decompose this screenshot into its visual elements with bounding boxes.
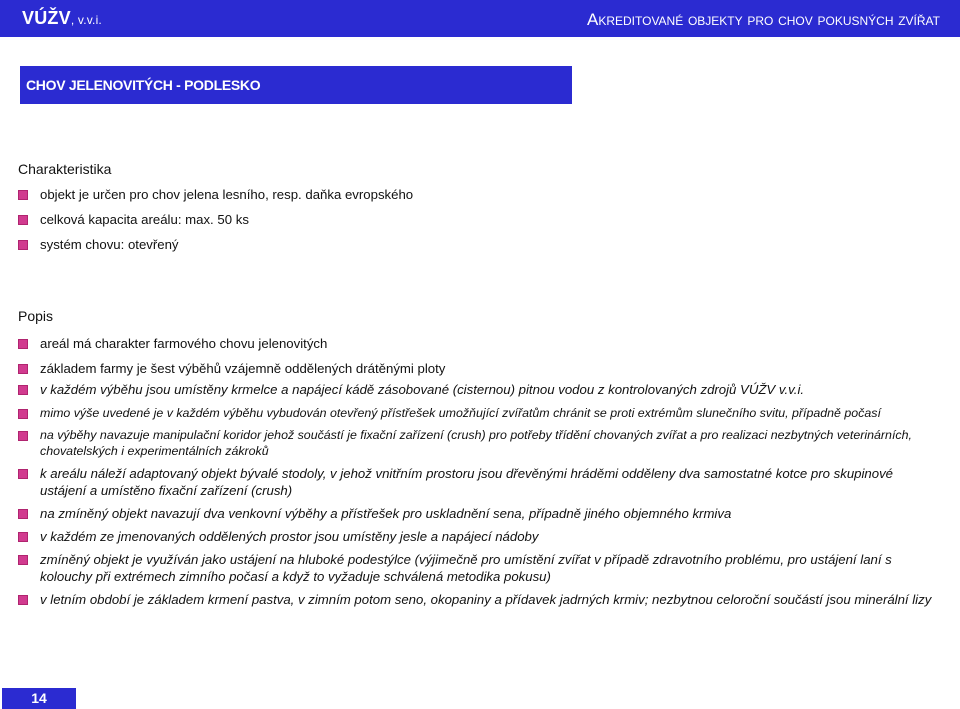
page-number: 14 [2, 688, 76, 709]
section-title: CHOV JELENOVITÝCH - PODLESKO [26, 77, 261, 93]
list-item: systém chovu: otevřený [18, 236, 933, 253]
characteristics-list [18, 186, 933, 261]
list-item: v každém ze jmenovaných oddělených prostor jsou umístěny jesle a napájecí nádoby [18, 528, 933, 545]
list-item: zmíněný objekt je využíván jako ustájení na hluboké podestýlce (výjimečně pro umístění zvířat v případě zdravotního problému, pro ustájení laní s kolouchy při extrémech zimního počasí a když to vyžaduje schválená metodika pokusu) [18, 551, 933, 585]
list-item: objekt je určen pro chov jelena lesního, resp. daňka evropského [18, 186, 933, 203]
description-list-italic [18, 381, 933, 614]
characteristics-heading: Charakteristika [18, 161, 112, 177]
description-heading: Popis [18, 308, 54, 324]
description-list-plain [18, 335, 933, 385]
list-item: v letním období je základem krmení pastva, v zimním potom seno, okopaniny a přídavek jadrných krmiv; nezbytnou celoroční součástí jsou minerální lizy [18, 591, 933, 608]
list-item: mimo výše uvedené je v každém výběhu vybudován otevřený přístřešek umožňující zvířatům chránit se proti extrémům slunečního svitu, případně počasí [18, 405, 933, 421]
list-item: areál má charakter farmového chovu jelenovitých [18, 335, 933, 352]
header-bar [0, 0, 960, 37]
list-item: základem farmy je šest výběhů vzájemně oddělených drátěnými ploty [18, 360, 933, 377]
section-title-bar [20, 66, 572, 104]
org-name: VÚŽV, v.v.i. [22, 8, 102, 28]
list-item: na zmíněný objekt navazují dva venkovní výběhy a přístřešek pro uskladnění sena, případně jiného objemného krmiva [18, 505, 933, 522]
list-item: v každém výběhu jsou umístěny krmelce a napájecí kádě zásobované (cisternou) pitnou vodou z kontrolovaných zdrojů VÚŽV v.v.i. [18, 381, 933, 398]
list-item: na výběhy navazuje manipulační koridor jehož součástí je fixační zařízení (crush) pro potřeby třídění chovaných zvířat a pro realizaci nezbytných veterinárních, chovatelských i experimentálních zákroků [18, 427, 933, 459]
list-item: k areálu náleží adaptovaný objekt bývalé stodoly, v jehož vnitřním prostoru jsou dřevěnými hráděmi odděleny dva samostatné kotce pro skupinové ustájení a umístěno fixační zařízení (crush) [18, 465, 933, 499]
list-item: celková kapacita areálu: max. 50 ks [18, 211, 933, 228]
header-title: Akreditované objekty pro chov pokusných zvířat [586, 10, 940, 29]
